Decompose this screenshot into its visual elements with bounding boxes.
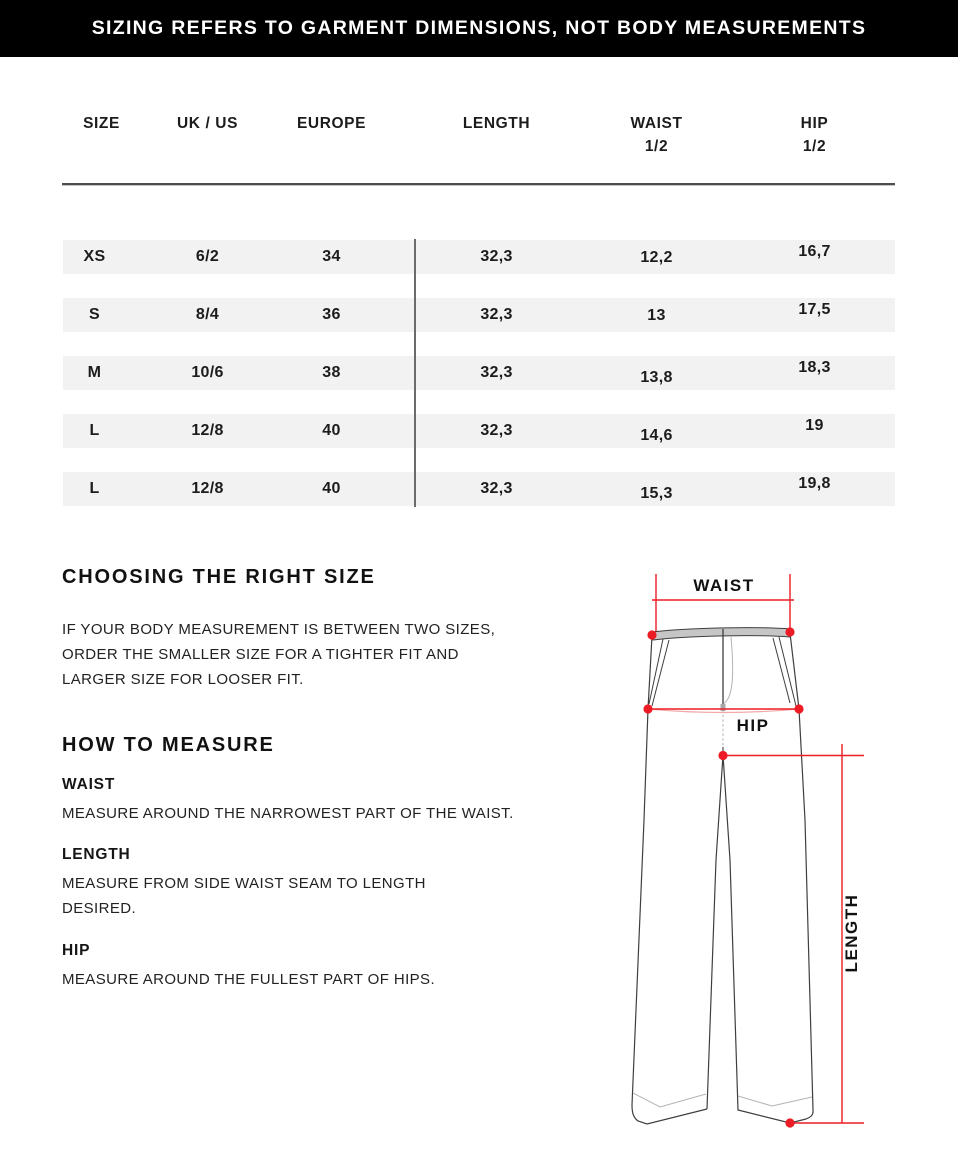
cell-length: 32,3 bbox=[480, 422, 513, 439]
paragraph-line: LARGER SIZE FOR LOOSER FIT. bbox=[62, 671, 304, 688]
choosing-size-heading: CHOOSING THE RIGHT SIZE bbox=[62, 566, 376, 588]
pants-measurement-diagram bbox=[600, 560, 958, 1144]
how-to-measure-heading: HOW TO MEASURE bbox=[62, 734, 275, 756]
paragraph-line: IF YOUR BODY MEASUREMENT IS BETWEEN TWO SIZES, bbox=[62, 621, 496, 638]
cell-uk-us: 10/6 bbox=[191, 364, 224, 381]
column-header-length: LENGTH bbox=[462, 115, 531, 132]
waist-diagram-label: WAIST bbox=[693, 576, 755, 595]
cell-waist: 13,8 bbox=[640, 369, 673, 386]
cell-waist: 13 bbox=[647, 307, 666, 324]
measure-label: WAIST bbox=[62, 776, 116, 793]
cell-hip: 18,3 bbox=[798, 359, 831, 376]
pants-waistband bbox=[652, 628, 791, 640]
column-header-hip-half: HIP 1/2 bbox=[800, 115, 829, 155]
paragraph-line: ORDER THE SMALLER SIZE FOR A TIGHTER FIT AND bbox=[62, 646, 459, 663]
measure-text-line: MEASURE FROM SIDE WAIST SEAM TO LENGTH bbox=[62, 875, 426, 892]
cell-uk-us: 12/8 bbox=[191, 422, 224, 439]
cell-hip: 19,8 bbox=[798, 475, 831, 492]
pants-outline bbox=[632, 629, 813, 1124]
cell-europe: 36 bbox=[322, 306, 341, 323]
cell-hip: 16,7 bbox=[798, 243, 831, 260]
cell-length: 32,3 bbox=[480, 364, 513, 381]
column-header-size: SIZE bbox=[83, 115, 120, 132]
column-header-europe: EUROPE bbox=[296, 115, 367, 132]
column-header-waist-half: WAIST 1/2 bbox=[630, 115, 683, 155]
cell-length: 32,3 bbox=[480, 306, 513, 323]
cell-size: L bbox=[89, 422, 100, 439]
measure-label: LENGTH bbox=[62, 846, 131, 863]
column-header-uk-us: UK / US bbox=[176, 115, 239, 132]
table-column-divider bbox=[414, 239, 416, 507]
table-row bbox=[63, 356, 895, 390]
cell-length: 32,3 bbox=[480, 248, 513, 265]
cell-size: S bbox=[89, 306, 100, 323]
cell-hip: 19 bbox=[805, 417, 824, 434]
table-row bbox=[63, 240, 895, 274]
cell-size: M bbox=[87, 364, 102, 381]
table-row bbox=[63, 298, 895, 332]
cell-waist: 12,2 bbox=[640, 249, 673, 266]
cell-waist: 14,6 bbox=[640, 427, 673, 444]
top-banner bbox=[0, 0, 958, 57]
table-header-rule bbox=[62, 183, 895, 185]
table-row bbox=[63, 414, 895, 448]
length-diagram-label: LENGTH bbox=[842, 893, 861, 973]
fly-bottom-detail bbox=[721, 704, 726, 711]
measure-text-line: MEASURE AROUND THE FULLEST PART OF HIPS. bbox=[62, 971, 436, 988]
choosing-size-paragraph bbox=[62, 617, 495, 692]
cell-hip: 17,5 bbox=[798, 301, 831, 318]
measure-text-line: DESIRED. bbox=[62, 900, 137, 917]
measure-text-line: MEASURE AROUND THE NARROWEST PART OF THE WAIST. bbox=[62, 805, 514, 822]
measure-label: HIP bbox=[62, 942, 91, 959]
measure-item-hip bbox=[62, 941, 435, 992]
table-row bbox=[63, 472, 895, 506]
measure-item-length bbox=[62, 845, 426, 921]
cell-length: 32,3 bbox=[480, 480, 513, 497]
cell-size: L bbox=[89, 480, 100, 497]
cell-size: XS bbox=[83, 248, 106, 265]
cell-uk-us: 8/4 bbox=[195, 306, 220, 323]
size-table-header bbox=[63, 113, 895, 158]
cell-uk-us: 6/2 bbox=[195, 248, 220, 265]
cell-uk-us: 12/8 bbox=[191, 480, 224, 497]
cell-waist: 15,3 bbox=[640, 485, 673, 502]
cell-europe: 38 bbox=[322, 364, 341, 381]
cell-europe: 40 bbox=[322, 422, 341, 439]
banner-text: SIZING REFERS TO GARMENT DIMENSIONS, NOT BODY MEASUREMENTS bbox=[91, 17, 867, 39]
cell-europe: 40 bbox=[322, 480, 341, 497]
cell-europe: 34 bbox=[322, 248, 341, 265]
hip-diagram-label: HIP bbox=[736, 716, 770, 735]
measure-item-waist bbox=[62, 775, 514, 826]
